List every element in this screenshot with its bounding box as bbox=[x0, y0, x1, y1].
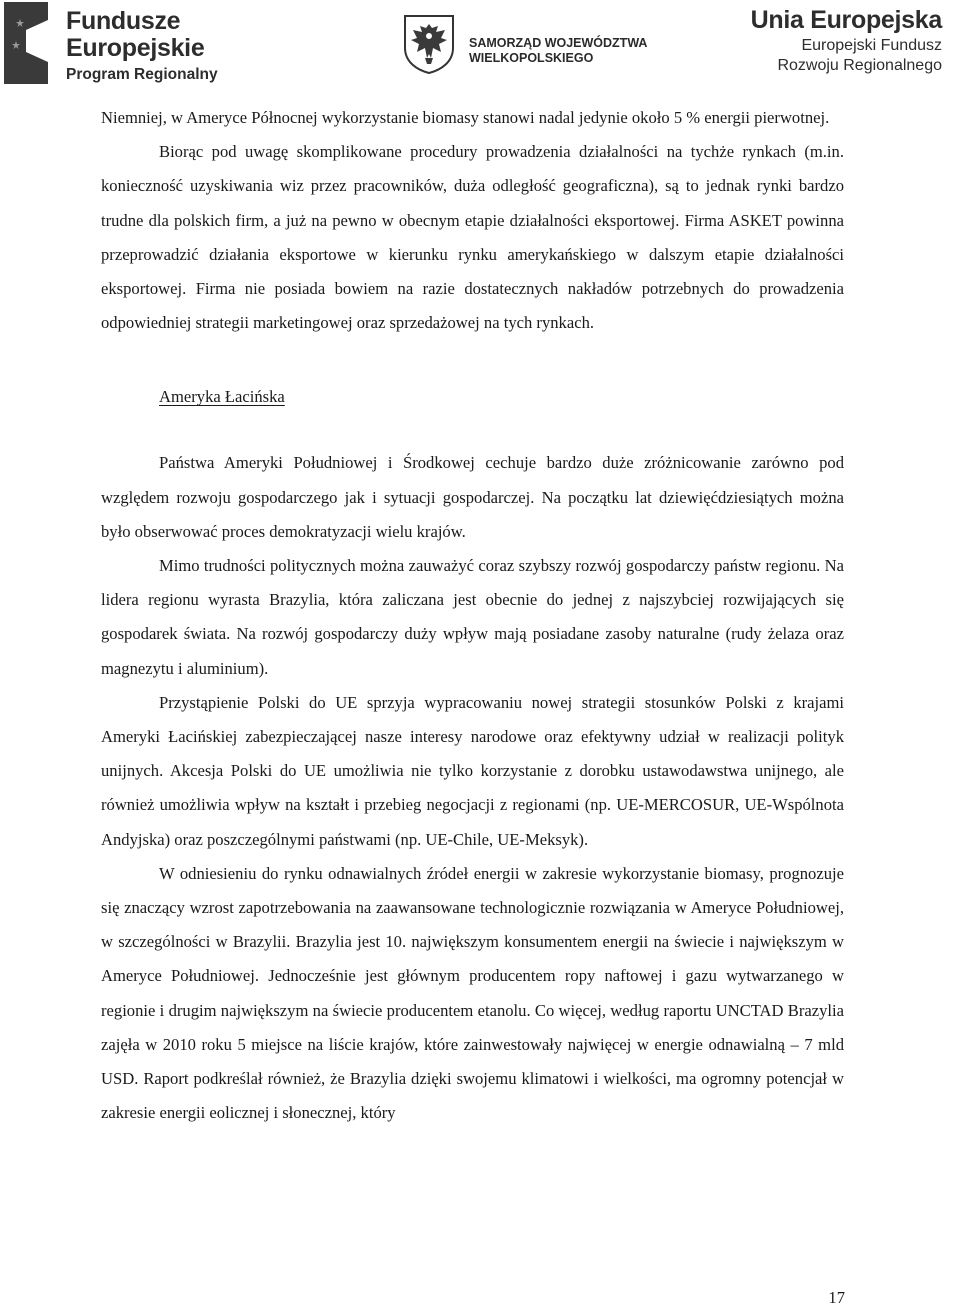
paragraph-renewable-energy-brazil: W odniesieniu do rynku odnawialnych źródeł energii w zakresie wykorzystanie biomasy, prognozuje się znaczący wzrost zapotrzebowania na zaawansowane technologicznie rozwiązania w Ameryce Południowej, w szczególności w Brazylii. Brazylia jest 10. największym konsumentem energii na świecie i największym w Ameryce Południowej. Jednocześnie jest głównym producentem ropy naftowej i gazu wytwarzanego w regionie i drugim największym na świecie producentem etanolu. Co więcej, według raportu UNCTAD Brazylia zajęła w 2010 roku 5 miejsce na liście krajów, które zainwestowały najwięcej w energie odnawialną – 7 mld USD. Raport podkreślał również, że Brazylia dzięki swojemu klimatowi i wielkości, ma ogromny potencjał w zakresie energii eolicznej i słonecznej, który bbox=[101, 863, 844, 1123]
paragraph-latin-america-states: Państwa Ameryki Południowej i Środkowej cechuje bardzo duże zróżnicowanie zarówno pod względem rozwoju gospodarczego jak i sytuacji gospodarczej. Na początku lat dziewięćdziesiątych można było obserwować proces demokratyzacji wielu krajów. bbox=[101, 453, 844, 541]
fe-logo-line3: Program Regionalny bbox=[66, 66, 218, 83]
ue-logo-line3: Rozwoju Regionalnego bbox=[777, 57, 942, 74]
fundusze-europejskie-star-icon bbox=[4, 2, 54, 84]
page-number: 17 bbox=[828, 1288, 845, 1307]
unia-europejska-logo bbox=[742, 4, 942, 88]
paragraph-poland-eu-accession: Przystąpienie Polski do UE sprzyja wypracowaniu nowej strategii stosunków Polski z krajami Ameryki Łacińskiej zabezpieczającej nasze interesy narodowe oraz efektywny udział w realizacji polityk unijnych. Akcesja Polski do UE umożliwia nie tylko korzystanie z dorobku ustawodawstwa unijnego, ale również umożliwia wpływ na kształt i przebieg negocjacji z regionami (np. UE-MERCOSUR, UE-Wspólnota Andyjska) oraz poszczególnymi państwami (np. UE-Chile, UE-Meksyk). bbox=[101, 692, 844, 849]
fundusze-europejskie-logo bbox=[4, 2, 219, 88]
document-body bbox=[101, 101, 844, 1130]
paragraph-export-difficulties: Biorąc pod uwagę skomplikowane procedury prowadzenia działalności na tychże rynkach (m.in. konieczność uzyskiwania wiz przez pracowników, duża odległość geograficzna), są to jednak rynki bardzo trudne dla polskich firm, a już na pewno w obecnym etapie działalności eksportowej. Firma ASKET powinna przeprowadzić działania eksportowe w kierunku rynku amerykańskiego w dalszym etapie działalności eksportowej. Firma nie posiada bowiem na razie dostatecznych nakładów potrzebnych do prowadzenia odpowiedniej strategii marketingowej oraz sprzedażowej na tych rynkach. bbox=[101, 142, 844, 333]
fe-logo-line2: Europejskie bbox=[66, 34, 205, 62]
ue-logo-line1: Unia Europejska bbox=[750, 6, 942, 34]
page-header bbox=[0, 0, 960, 92]
wielkopolska-eagle-crest-icon bbox=[403, 14, 455, 74]
paragraph-brazil-growth: Mimo trudności politycznych można zauważyć coraz szybszy rozwój gospodarczy państw regionu. Na lidera regionu wyrasta Brazylia, która zaliczana jest obecnie do jednej z najszybciej rozwijających się gospodarek świata. Na rozwój gospodarczy duży wpływ mają posiadane zasoby naturalne (rudy żelaza oraz magnezytu i aluminium). bbox=[101, 556, 844, 678]
samorzad-wojewodztwa-logo bbox=[403, 14, 653, 76]
ue-logo-line2: Europejski Fundusz bbox=[801, 37, 942, 54]
section-heading-latin-america: Ameryka Łacińska bbox=[159, 387, 285, 407]
paragraph-north-america-biomass: Niemniej, w Ameryce Północnej wykorzystanie biomasy stanowi nadal jedynie około 5 % energii pierwotnej. bbox=[101, 108, 830, 127]
sw-logo-line2: WIELKOPOLSKIEGO bbox=[469, 51, 594, 65]
fe-logo-line1: Fundusze bbox=[66, 7, 181, 35]
sw-logo-line1: SAMORZĄD WOJEWÓDZTWA bbox=[469, 36, 648, 50]
